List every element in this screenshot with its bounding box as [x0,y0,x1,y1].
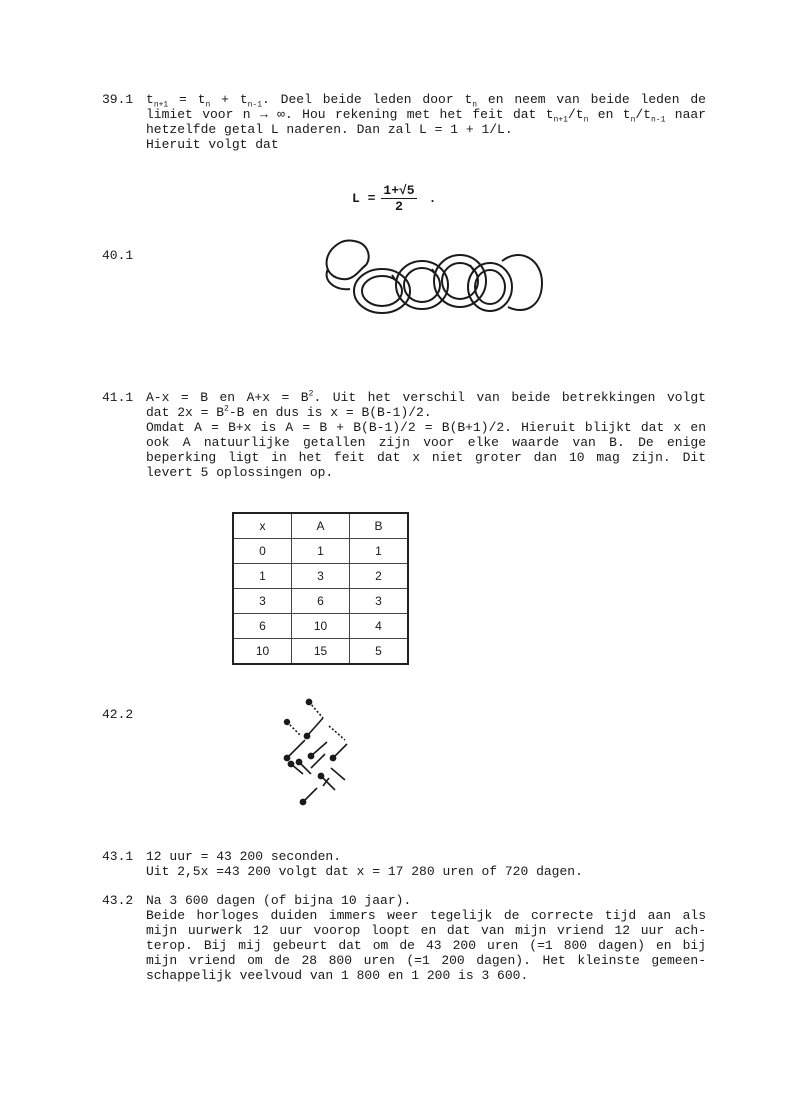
fraction-numerator: 1+√5 [383,183,415,198]
problem-number-39-1: 39.1 [102,92,134,107]
problem-number-41-1: 41.1 [102,390,134,405]
text-line: hetzelfde getal L naderen. Dan zal L = 1 + 1/L. [146,122,513,137]
chain-links-drawing [320,235,550,325]
table-header-row [233,513,408,539]
answer-43-1 [146,849,706,879]
table-row [233,614,408,639]
text-line: schappelijk veelvoud van 1 800 en 1 200 is 3 600. [146,968,529,983]
table-cell: 3 [350,589,409,614]
text-line: beperking ligt in het feit dat x niet groter dan 10 mag zijn. Dit [146,450,706,465]
table-row [233,539,408,564]
text-line: dat $2x = B^2-B$ en dus is x = B(B-1)/2. [146,404,432,420]
problem-number-43-2: 43.2 [102,893,134,908]
table-cell: 3 [233,589,292,614]
matchstick-drawing [275,692,365,807]
text-line: limiet voor n → ∞. Hou rekening met het feit dat $t_{n+1}/t_n$ en $t_n/t_{n-1}$ naar [146,107,706,125]
text-line: levert 5 oplossingen op. [146,465,334,480]
table-cell: 4 [350,614,409,639]
fraction-denominator: 2 [395,199,403,214]
header-cell: x [233,513,292,539]
table-cell: 3 [292,564,350,589]
text-line: A-x = B en $A+x = B^2$. Uit het verschil van beide betrekkingen volgt [146,389,706,405]
table-cell: 6 [233,614,292,639]
answer-43-2 [146,893,706,983]
table-cell: 6 [292,589,350,614]
table-cell: 15 [292,639,350,665]
table-row [233,589,408,614]
header-cell: B [350,513,409,539]
text-line: $t_{n+1} = t_n + t_{n-1}$. Deel beide leden door $t_n$ en neem van beide leden de [146,92,706,110]
table-cell: 1 [350,539,409,564]
table-cell: 0 [233,539,292,564]
text-line: ook A natuurlijke getallen zijn voor elke waarde van B. De enige [146,435,706,450]
text-line: Beide horloges duiden immers weer tegelijk de correcte tijd aan als [146,908,706,923]
table-cell: 1 [292,539,350,564]
problem-number-43-1: 43.1 [102,849,134,864]
formula-lhs: L = [352,191,376,206]
problem-number-42-2: 42.2 [102,707,134,722]
solutions-table [232,512,409,665]
text-line: Na 3 600 dagen (of bijna 10 jaar). [146,893,412,908]
table-row [233,564,408,589]
golden-ratio-formula [352,183,436,214]
header-cell: A [292,513,350,539]
table-row [233,639,408,665]
table-cell: 10 [233,639,292,665]
text-line: Omdat A = B+x is A = B + B(B-1)/2 = B(B+1)/2. Hieruit blijkt dat x en [146,420,706,435]
text-line: Uit 2,5x =43 200 volgt dat x = 17 280 uren of 720 dagen. [146,864,583,879]
problem-number-40-1: 40.1 [102,248,134,263]
text-line: Hieruit volgt dat [146,137,279,152]
table-cell: 10 [292,614,350,639]
answer-41-1 [146,390,706,480]
text-line: 12 uur = 43 200 seconden. [146,849,342,864]
text-line: terop. Bij mij gebeurt dat om de 43 200 uren (=1 800 dagen) en bij [146,938,706,953]
table-cell: 1 [233,564,292,589]
answer-39-1 [146,92,706,152]
table-cell: 2 [350,564,409,589]
table-cell: 5 [350,639,409,665]
text-line: mijn vriend om de 28 800 uren (=1 200 dagen). Het kleinste gemeen- [146,953,706,968]
formula-end: . [428,191,437,206]
fraction [381,183,416,214]
text-line: mijn uurwerk 12 uur voorop loopt en dat van mijn vriend 12 uur ach- [146,923,706,938]
